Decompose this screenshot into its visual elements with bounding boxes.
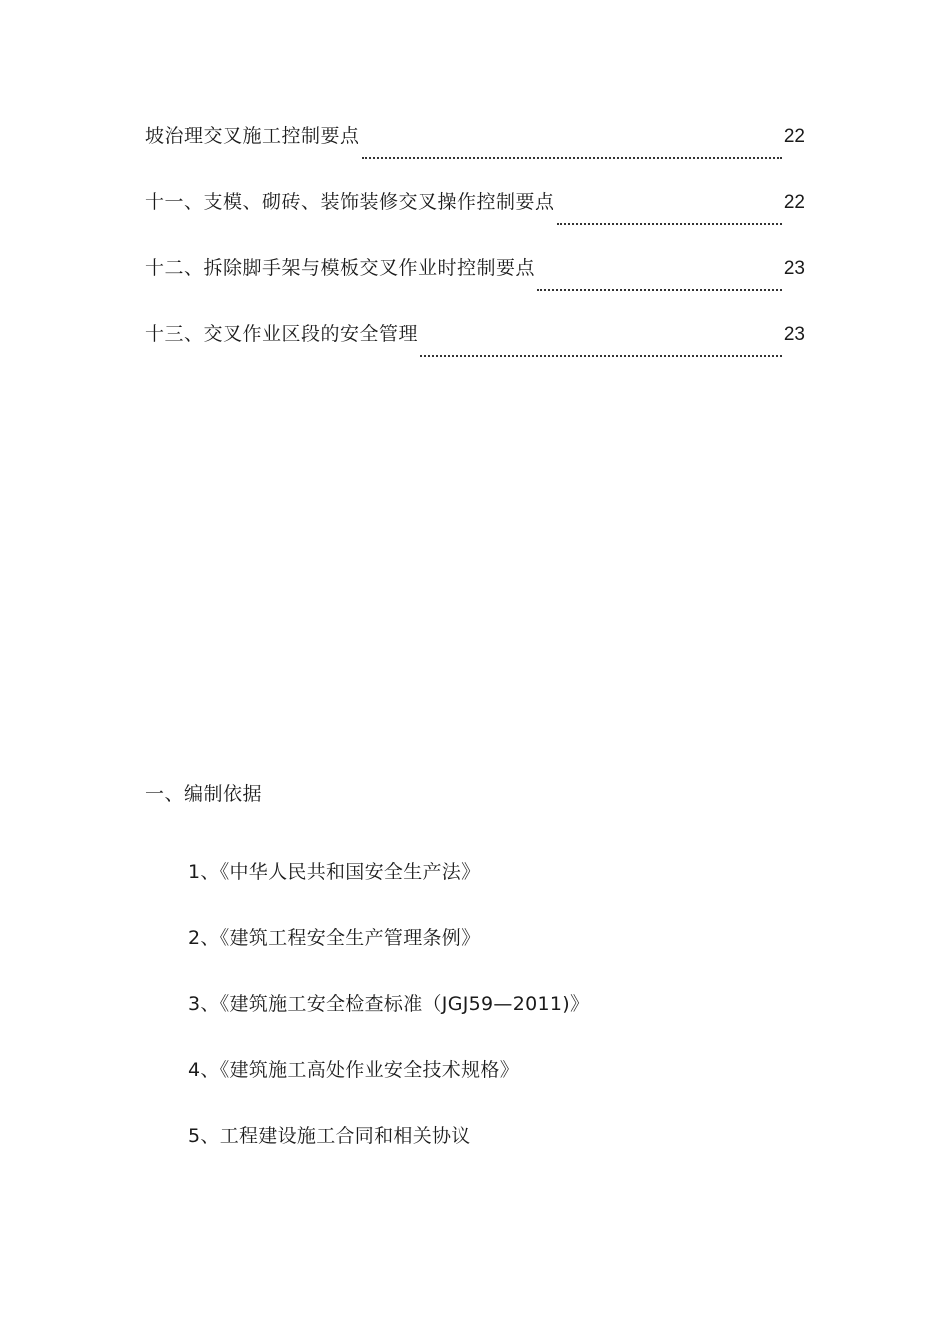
basis-section	[145, 776, 845, 1184]
toc-entry-page: 22	[783, 126, 805, 147]
toc-entry[interactable]	[145, 250, 805, 316]
toc-dot-leader	[537, 288, 782, 291]
toc-entry-title: 十三、交叉作业区段的安全管理	[145, 323, 419, 345]
toc-entry[interactable]	[145, 316, 805, 382]
basis-list	[145, 854, 845, 1184]
basis-list-item: 1、《中华人民共和国安全生产法》	[188, 861, 481, 883]
basis-list-item: 3、《建筑施工安全检查标准（JGJ59—2011)》	[188, 993, 590, 1015]
basis-list-item: 4、《建筑施工高处作业安全技术规格》	[188, 1059, 519, 1081]
toc-entry-page: 23	[783, 324, 805, 345]
toc-entry-title: 坡治理交叉施工控制要点	[145, 125, 360, 147]
toc-entry-page: 23	[783, 258, 805, 279]
toc-entry-page: 22	[783, 192, 805, 213]
toc-dot-leader	[362, 156, 782, 159]
toc-entry[interactable]	[145, 118, 805, 184]
toc-entry-title: 十一、支模、砌砖、装饰装修交叉操作控制要点	[145, 191, 555, 213]
section-heading: 一、编制依据	[145, 783, 263, 805]
table-of-contents	[145, 118, 805, 382]
toc-entry[interactable]	[145, 184, 805, 250]
toc-dot-leader	[420, 354, 782, 357]
basis-list-item: 5、工程建设施工合同和相关协议	[188, 1125, 471, 1147]
toc-dot-leader	[557, 222, 782, 225]
basis-list-item: 2、《建筑工程安全生产管理条例》	[188, 927, 481, 949]
toc-entry-title: 十二、拆除脚手架与模板交叉作业时控制要点	[145, 257, 536, 279]
